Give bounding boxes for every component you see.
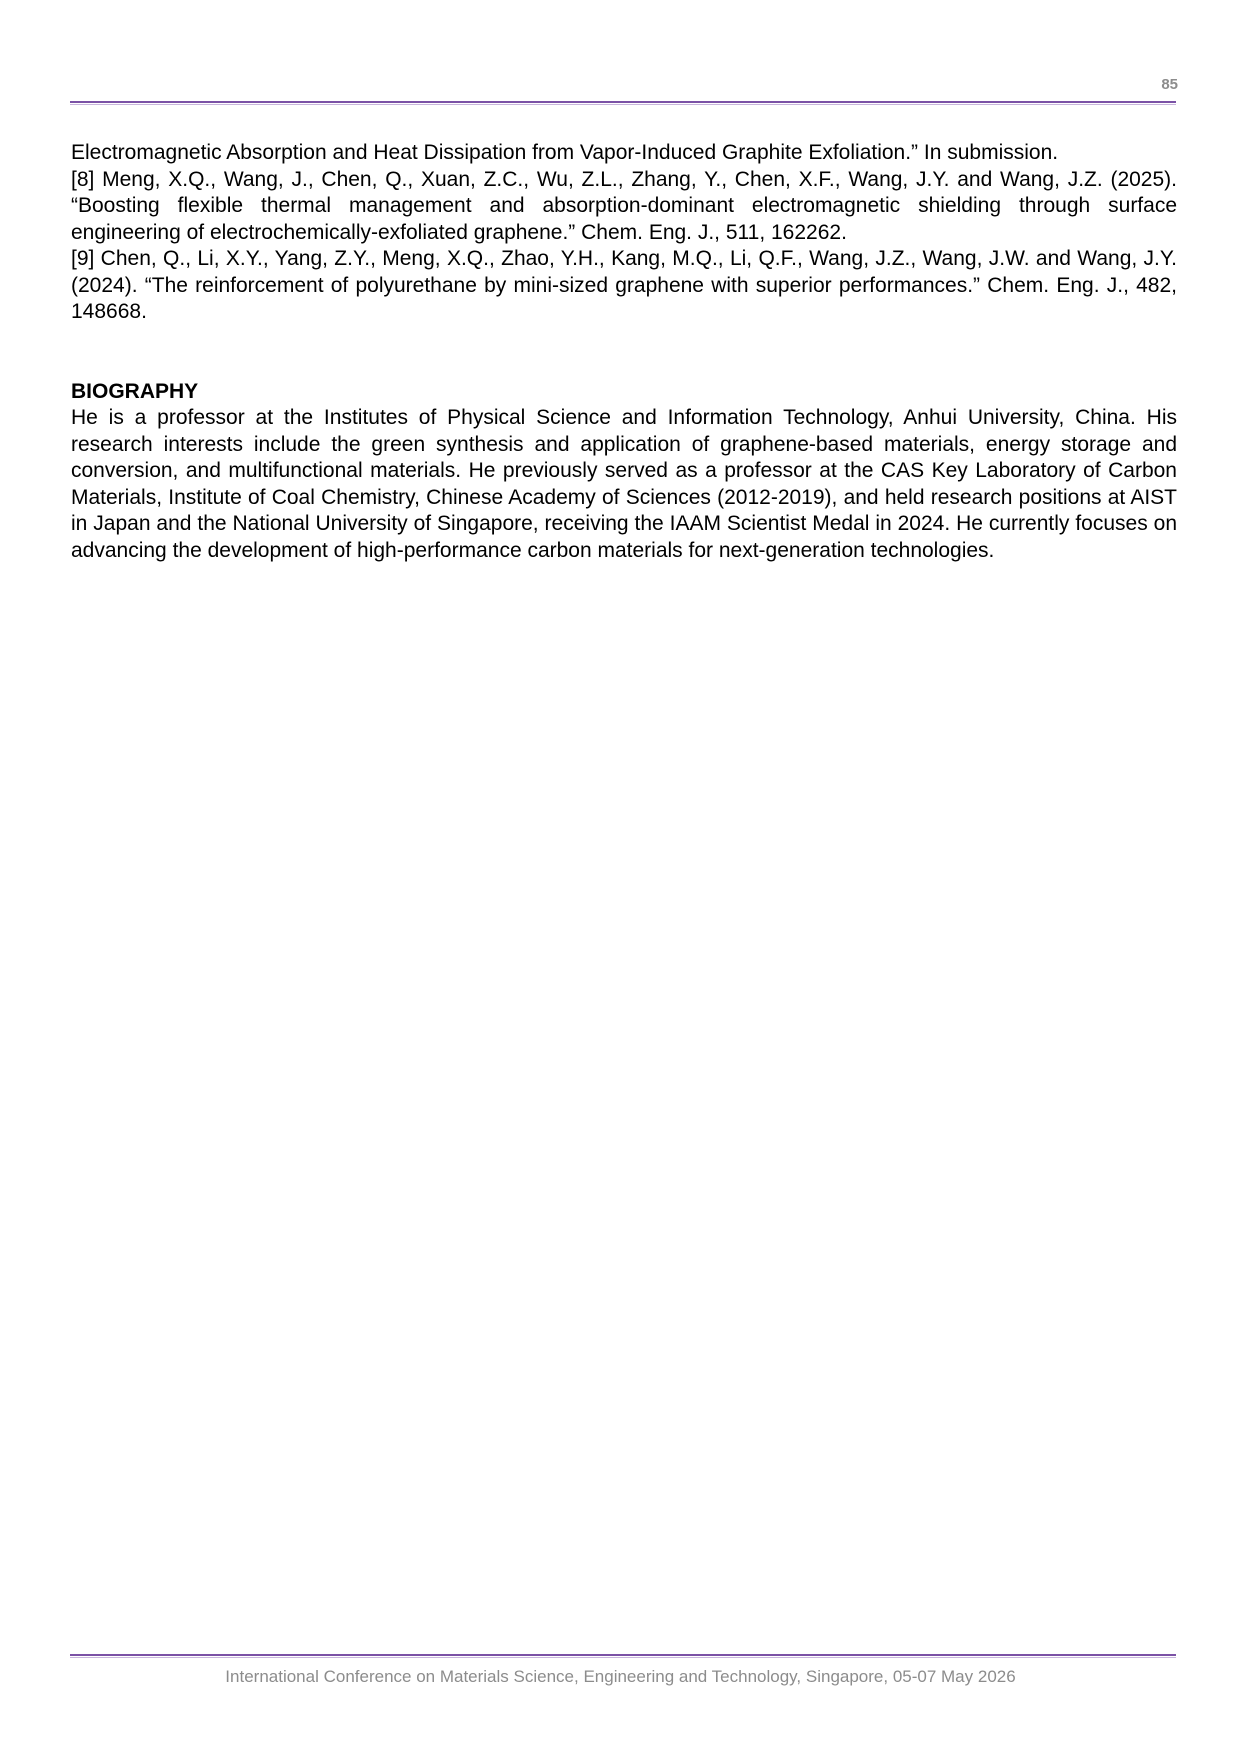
section-spacer	[71, 326, 1177, 379]
footer-divider	[70, 1654, 1176, 1656]
header-divider	[70, 101, 1176, 103]
page-number: 85	[1161, 76, 1178, 93]
footer-conference-text: International Conference on Materials Science, Engineering and Technology, Singapore, 05-07 May 2026	[225, 1667, 1016, 1686]
document-body	[71, 140, 1177, 564]
reference-item-9: [9] Chen, Q., Li, X.Y., Yang, Z.Y., Meng, X.Q., Zhao, Y.H., Kang, M.Q., Li, Q.F., Wang, J.Z., Wang, J.W. and Wang, J.Y. (2024). “The reinforcement of polyurethane by mini-sized graphene with superior performances.” Chem. Eng. J., 482, 148668.	[71, 247, 1177, 323]
biography-heading: BIOGRAPHY	[71, 379, 199, 403]
biography-section	[71, 379, 1177, 565]
biography-text: He is a professor at the Institutes of Physical Science and Information Technology, Anhui University, China. His research interests include the green synthesis and application of graphene-based materials, energy storage and conversion, and multifunctional materials. He previously served as a professor at the CAS Key Laboratory of Carbon Materials, Institute of Coal Chemistry, Chinese Academy of Sciences (2012-2019), and held research positions at AIST in Japan and the National University of Singapore, receiving the IAAM Scientist Medal in 2024. He currently focuses on advancing the development of high-performance carbon materials for next-generation technologies.	[71, 406, 1177, 562]
references-section	[71, 140, 1177, 326]
reference-continuation: Electromagnetic Absorption and Heat Dissipation from Vapor-Induced Graphite Exfoliation.” In submission.	[71, 141, 1059, 164]
reference-item-8: [8] Meng, X.Q., Wang, J., Chen, Q., Xuan, Z.C., Wu, Z.L., Zhang, Y., Chen, X.F., Wang, J.Y. and Wang, J.Z. (2025). “Boosting flexible thermal management and absorption-dominant electromagnetic shielding through surface engineering of electrochemically-exfoliated graphene.” Chem. Eng. J., 511, 162262.	[71, 167, 1177, 244]
